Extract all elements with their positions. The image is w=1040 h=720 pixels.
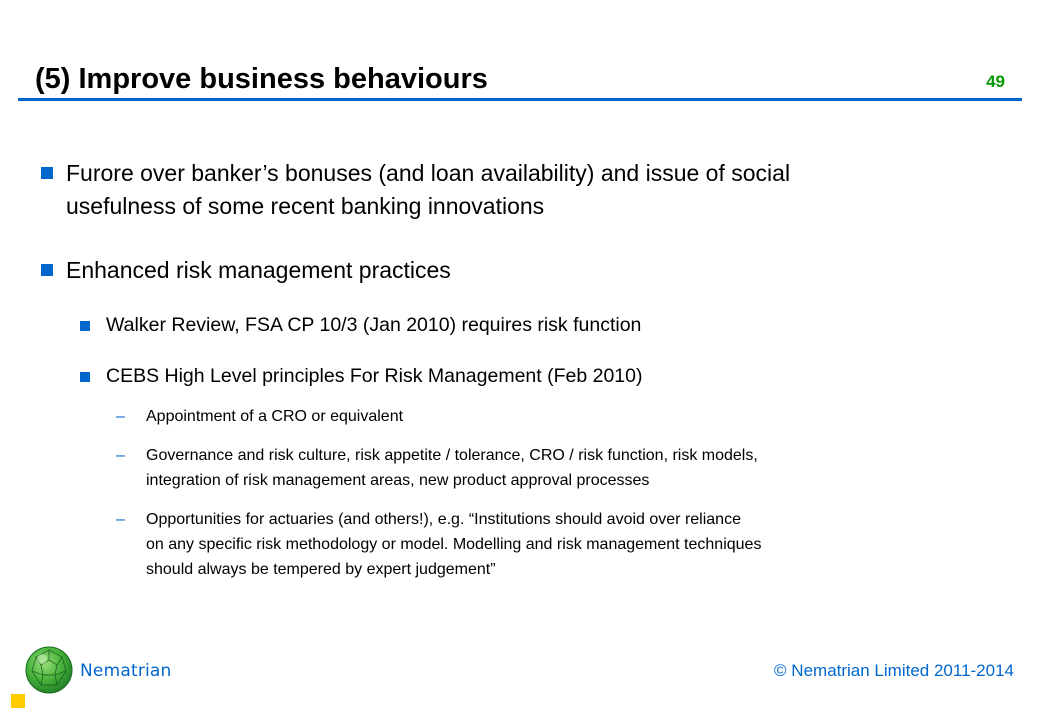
bullet-text-continued: usefulness of some recent banking innovations bbox=[66, 193, 545, 219]
bullet-text: Enhanced risk management practices bbox=[66, 257, 451, 283]
sub-sub-bullet-text-continued: on any specific risk methodology or model. Modelling and risk management techniques bbox=[146, 536, 762, 553]
nematrian-logo-icon bbox=[24, 645, 74, 695]
dash-bullet-icon: – bbox=[116, 408, 125, 425]
bullet-square-icon bbox=[80, 372, 90, 382]
sub-sub-bullet-text: Governance and risk culture, risk appetite / tolerance, CRO / risk function, risk models, bbox=[146, 447, 758, 464]
sub-sub-bullet-text: Opportunities for actuaries (and others!), e.g. “Institutions should avoid over reliance bbox=[146, 511, 741, 528]
bullet-square-icon bbox=[80, 321, 90, 331]
slide-title: (5) Improve business behaviours bbox=[35, 63, 488, 95]
corner-square-icon bbox=[11, 694, 25, 708]
sub-sub-bullet-text: Appointment of a CRO or equivalent bbox=[146, 408, 404, 425]
dash-bullet-icon: – bbox=[116, 447, 125, 464]
bullet-square-icon bbox=[41, 167, 53, 179]
bullet-text: Furore over banker’s bonuses (and loan availability) and issue of social bbox=[66, 160, 791, 186]
sub-bullet-text: Walker Review, FSA CP 10/3 (Jan 2010) requires risk function bbox=[106, 314, 642, 336]
bullet-square-icon bbox=[41, 264, 53, 276]
sub-sub-bullet-text-continued: integration of risk management areas, new product approval processes bbox=[146, 472, 650, 489]
dash-bullet-icon: – bbox=[116, 511, 125, 528]
title-divider bbox=[18, 98, 1022, 101]
footer-brand: Nematrian bbox=[80, 661, 172, 681]
sub-sub-bullet-text-continued: should always be tempered by expert judgement” bbox=[146, 561, 496, 578]
footer-copyright: © Nematrian Limited 2011-2014 bbox=[774, 661, 1014, 680]
slide-number: 49 bbox=[986, 72, 1005, 91]
sub-bullet-text: CEBS High Level principles For Risk Management (Feb 2010) bbox=[106, 365, 643, 387]
